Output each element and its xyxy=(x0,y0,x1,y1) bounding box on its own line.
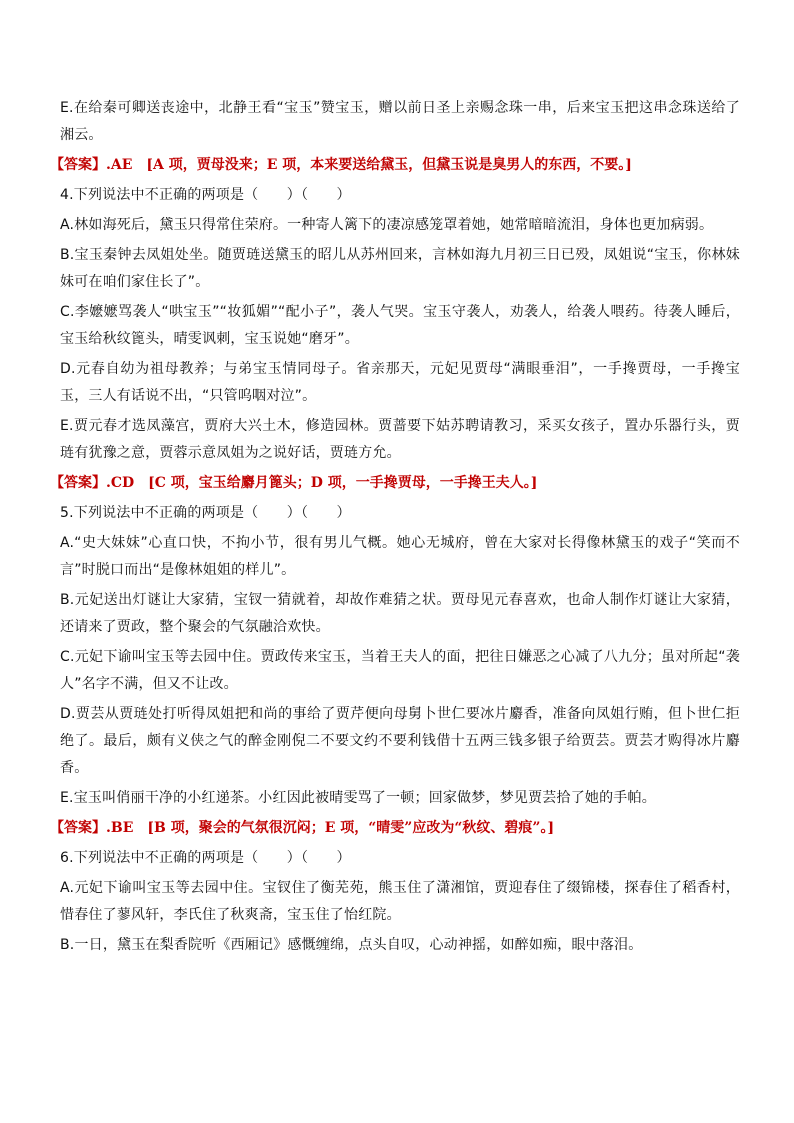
q3-answer xyxy=(50,152,740,179)
q6-option-a: A.元妃下谕叫宝玉等去园中住。宝钗住了衡芜苑，熊玉住了潇湘馆，贾迎春住了缀锦楼，探春住了稻香村，惜春住了蓼风轩，李氏住了秋爽斋，宝玉住了怡红院。 xyxy=(60,880,740,923)
q4-option-a: A.林如海死后，黛玉只得常住荣府。一种寄人篱下的凄凉感笼罩着她，她常暗暗流泪，身体也更加病弱。 xyxy=(60,217,714,233)
q5-stem: 5.下列说法中不正确的两项是（ ）（ ） xyxy=(60,505,351,521)
answer-text: .AE [A 项，贾母没来；E 项，本来要送给黛玉，但黛玉说是臭男人的东西，不要。] xyxy=(106,157,632,173)
q5-option-e: E.宝玉叫俏丽干净的小红递茶。小红因此被晴雯骂了一顿；回家做梦，梦见贾芸拾了她的手帕。 xyxy=(60,790,656,806)
q4-option-b: B.宝玉秦钟去凤姐处坐。随贾琏送黛玉的昭儿从苏州回来，言林如海九月初三日已殁，凤姐说“宝玉，你林妹妹可在咱们家住长了”。 xyxy=(60,247,740,290)
q5-option-b: B.元妃送出灯谜让大家猜，宝钗一猜就着，却故作难猜之状。贾母见元春喜欢，也命人制作灯谜让大家猜，还请来了贾政，整个聚会的气氛融洽欢快。 xyxy=(60,592,740,635)
q6-stem: 6.下列说法中不正确的两项是（ ）（ ） xyxy=(60,850,351,866)
q3-option-e: E.在给秦可卿送丧途中，北静王看“宝玉”赞宝玉，赠以前日圣上亲赐念珠一串，后来宝玉把这串念珠送给了湘云。 xyxy=(60,100,740,143)
document-body xyxy=(50,95,740,962)
q4-option-c: C.李嬷嬷骂袭人“哄宝玉”“妆狐媚”“配小子”，袭人气哭。宝玉守袭人，劝袭人，给袭人喂药。待袭人睡后，宝玉给秋纹篦头，晴雯讽刺，宝玉说她“磨牙”。 xyxy=(60,304,740,347)
answer-text: .CD [C 项，宝玉给麝月篦头；D 项，一手搀贾母，一手搀王夫人。] xyxy=(106,475,538,491)
answer-tag: 【答案】 xyxy=(50,475,106,491)
q4-stem: 4.下列说法中不正确的两项是（ ）（ ） xyxy=(60,187,351,203)
answer-tag: 【答案】 xyxy=(50,820,106,836)
q4-answer xyxy=(50,470,740,497)
answer-tag: 【答案】 xyxy=(50,157,106,173)
q4-option-d: D.元春自幼为祖母教养；与弟宝玉情同母子。省亲那天，元妃见贾母“满眼垂泪”，一手搀贾母，一手搀宝玉，三人有话说不出，“只管呜咽对泣”。 xyxy=(60,361,740,404)
q4-option-e: E.贾元春才选凤藻宫，贾府大兴土木，修造园林。贾蔷要下姑苏聘请教习，采买女孩子，置办乐器行头，贾琏有犹豫之意，贾蓉示意凤姐为之说好话，贾琏方允。 xyxy=(60,418,740,461)
answer-text: .BE [B 项，聚会的气氛很沉闷；E 项，“晴雯”应改为“秋纹、碧痕”。] xyxy=(106,820,555,836)
q5-option-d: D.贾芸从贾琏处打听得凤姐把和尚的事给了贾芹便向母舅卜世仁要冰片麝香，准备向凤姐行贿，但卜世仁拒绝了。最后，颇有义侠之气的醉金刚倪二不要文约不要利钱借十五两三钱多银子给贾芸。贾芸才购得冰片麝香。 xyxy=(60,706,740,776)
q5-answer xyxy=(50,815,740,842)
q5-option-a: A.“史大妹妹”心直口快，不拘小节，很有男儿气概。她心无城府，曾在大家对长得像林黛玉的戏子“笑而不言”时脱口而出“是像林姐姐的样儿”。 xyxy=(60,535,740,578)
q6-option-b: B.一日，黛玉在梨香院听《西厢记》感慨缠绵，点头自叹，心动神摇，如醉如痴，眼中落泪。 xyxy=(60,937,643,953)
q5-option-c: C.元妃下谕叫宝玉等去园中住。贾政传来宝玉，当着王夫人的面，把往日嫌恶之心减了八九分；虽对所起“袭人”名字不满，但又不让改。 xyxy=(60,649,740,692)
